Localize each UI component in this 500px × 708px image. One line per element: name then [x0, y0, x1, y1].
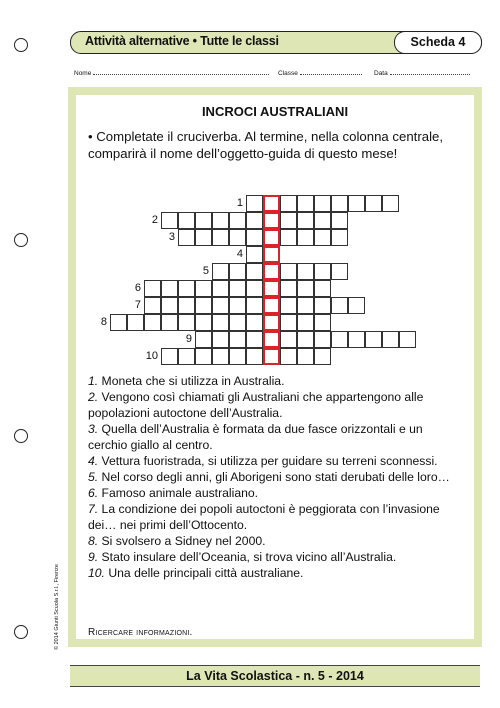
clue-number-label: 1: [236, 197, 243, 209]
crossword-cell[interactable]: [161, 348, 178, 365]
crossword-cell[interactable]: [246, 348, 263, 365]
crossword-cell[interactable]: [246, 246, 263, 263]
worksheet-tag: Scheda 4: [394, 31, 482, 54]
crossword-cell[interactable]: [331, 212, 348, 229]
crossword-cell[interactable]: [229, 348, 246, 365]
crossword-cell[interactable]: [229, 212, 246, 229]
copyright-notice: © 2014 Giunti Scuola S.r.l., Firenze: [54, 564, 60, 650]
clue-number: 10.: [88, 566, 105, 580]
clue-item: [88, 501, 464, 533]
clue-item: [88, 533, 464, 549]
crossword-cell[interactable]: [178, 229, 195, 246]
crossword-cell[interactable]: [314, 212, 331, 229]
binder-hole: [14, 429, 28, 443]
crossword-cell[interactable]: [331, 263, 348, 280]
crossword-cell[interactable]: [297, 348, 314, 365]
crossword-cell[interactable]: [229, 263, 246, 280]
clue-text: Stato insulare dell’Oceania, si trova vicino all’Australia.: [98, 550, 397, 564]
crossword-cell[interactable]: [212, 348, 229, 365]
exercise-title: INCROCI AUSTRALIANI: [201, 104, 349, 119]
crossword-cell[interactable]: [297, 297, 314, 314]
crossword-cell[interactable]: [246, 314, 263, 331]
clue-item: [88, 485, 464, 501]
crossword-cell[interactable]: [348, 195, 365, 212]
crossword-cell[interactable]: [314, 314, 331, 331]
crossword-cell[interactable]: [178, 348, 195, 365]
crossword-cell[interactable]: [314, 297, 331, 314]
crossword-cell[interactable]: [229, 331, 246, 348]
crossword-cell[interactable]: [161, 280, 178, 297]
clue-text: Famoso animale australiano.: [98, 486, 259, 500]
crossword-cell[interactable]: [297, 280, 314, 297]
crossword-cell[interactable]: [229, 297, 246, 314]
key-column-cell[interactable]: [263, 280, 280, 297]
crossword-cell[interactable]: [365, 331, 382, 348]
crossword-cell[interactable]: [314, 263, 331, 280]
crossword-cell[interactable]: [127, 314, 144, 331]
crossword-cell[interactable]: [144, 297, 161, 314]
crossword-cell[interactable]: [195, 297, 212, 314]
header-title: Attività alternative • Tutte le classi: [85, 34, 279, 48]
crossword-cell[interactable]: [280, 331, 297, 348]
key-column-cell[interactable]: [263, 348, 280, 365]
clue-text: La condizione dei popoli autoctoni è peggiorata con l’invasione dei… nei primi dell’Ottocento.: [88, 502, 440, 532]
crossword-cell[interactable]: [110, 314, 127, 331]
crossword-cell[interactable]: [314, 280, 331, 297]
clue-number: 5.: [88, 470, 99, 484]
crossword-cell[interactable]: [297, 263, 314, 280]
header-bar: [70, 31, 482, 54]
crossword-cell[interactable]: [195, 331, 212, 348]
crossword-cell[interactable]: [212, 297, 229, 314]
key-column-cell[interactable]: [263, 297, 280, 314]
crossword-cell[interactable]: [297, 314, 314, 331]
crossword-cell[interactable]: [280, 229, 297, 246]
clue-item: [88, 453, 464, 469]
crossword-cell[interactable]: [144, 314, 161, 331]
clue-item: [88, 389, 464, 421]
crossword-cell[interactable]: [195, 348, 212, 365]
clue-number-label: 6: [134, 282, 141, 294]
crossword-cell[interactable]: [280, 297, 297, 314]
key-column-cell[interactable]: [263, 331, 280, 348]
crossword-cell[interactable]: [178, 314, 195, 331]
crossword-cell[interactable]: [297, 331, 314, 348]
crossword-cell[interactable]: [195, 229, 212, 246]
clue-number: 2.: [88, 390, 99, 404]
research-note: Ricercare informazioni.: [88, 627, 193, 638]
crossword-cell[interactable]: [195, 212, 212, 229]
clue-number-label: 4: [236, 248, 243, 260]
date-field[interactable]: [374, 68, 470, 77]
crossword-cell[interactable]: [212, 280, 229, 297]
date-label: Data: [374, 70, 388, 77]
crossword-cell[interactable]: [246, 297, 263, 314]
key-column-cell[interactable]: [263, 229, 280, 246]
crossword-cell[interactable]: [297, 229, 314, 246]
crossword-cell[interactable]: [399, 331, 416, 348]
crossword-cell[interactable]: [348, 297, 365, 314]
clue-number-label: 2: [151, 214, 158, 226]
crossword-cell[interactable]: [331, 195, 348, 212]
clue-number-label: 10: [145, 350, 158, 362]
clue-item: [88, 469, 464, 485]
crossword-cell[interactable]: [382, 195, 399, 212]
crossword-cell[interactable]: [212, 263, 229, 280]
crossword-cell[interactable]: [280, 195, 297, 212]
crossword-cell[interactable]: [314, 229, 331, 246]
crossword-cell[interactable]: [246, 263, 263, 280]
crossword-cell[interactable]: [229, 314, 246, 331]
clue-number: 7.: [88, 502, 99, 516]
clue-item: [88, 549, 464, 565]
crossword-cell[interactable]: [229, 229, 246, 246]
clue-text: Vettura fuoristrada, si utilizza per guidare su terreni sconnessi.: [98, 454, 438, 468]
clue-item: [88, 373, 464, 389]
crossword-cell[interactable]: [331, 229, 348, 246]
crossword-cell[interactable]: [246, 195, 263, 212]
clue-number: 8.: [88, 534, 99, 548]
crossword-cell[interactable]: [280, 280, 297, 297]
clue-list: [88, 373, 464, 581]
exercise-instruction: • Completate il cruciverba. Al termine, nella colonna centrale, comparirà il nome dell’oggetto-guida di questo mese!: [88, 129, 443, 161]
clue-number-label: 8: [100, 316, 107, 328]
crossword-cell[interactable]: [365, 195, 382, 212]
crossword-cell[interactable]: [280, 314, 297, 331]
clue-text: Nel corso degli anni, gli Aborigeni sono stati derubati delle loro…: [98, 470, 450, 484]
clue-item: [88, 565, 464, 581]
clue-number-label: 9: [185, 333, 192, 345]
key-column-cell[interactable]: [263, 314, 280, 331]
crossword-cell[interactable]: [229, 280, 246, 297]
crossword-cell[interactable]: [297, 195, 314, 212]
crossword-cell[interactable]: [178, 212, 195, 229]
crossword-cell[interactable]: [331, 331, 348, 348]
crossword-cell[interactable]: [348, 331, 365, 348]
crossword-cell[interactable]: [314, 195, 331, 212]
crossword-cell[interactable]: [212, 212, 229, 229]
crossword-cell[interactable]: [246, 280, 263, 297]
crossword-cell[interactable]: [195, 280, 212, 297]
crossword-cell[interactable]: [178, 297, 195, 314]
clue-number: 4.: [88, 454, 99, 468]
clue-number: 6.: [88, 486, 99, 500]
crossword-grid: [76, 95, 474, 385]
crossword-cell[interactable]: [331, 297, 348, 314]
crossword-cell[interactable]: [246, 229, 263, 246]
crossword-cell[interactable]: [212, 314, 229, 331]
crossword-cell[interactable]: [280, 212, 297, 229]
crossword-cell[interactable]: [280, 348, 297, 365]
class-label: Classe: [278, 70, 298, 77]
key-column-cell[interactable]: [263, 263, 280, 280]
clue-item: [88, 421, 464, 453]
crossword-cell[interactable]: [280, 263, 297, 280]
crossword-cell[interactable]: [212, 331, 229, 348]
key-column-cell[interactable]: [263, 195, 280, 212]
key-column-cell[interactable]: [263, 212, 280, 229]
crossword-cell[interactable]: [195, 314, 212, 331]
clue-number: 3.: [88, 422, 99, 436]
student-fields: [74, 68, 474, 80]
clue-text: Quella dell’Australia è formata da due fasce orizzontali e un cerchio giallo al centro.: [88, 422, 423, 452]
clue-number-label: 3: [168, 231, 175, 243]
crossword-cell[interactable]: [212, 229, 229, 246]
crossword-cell[interactable]: [314, 348, 331, 365]
crossword-cell[interactable]: [144, 280, 161, 297]
crossword-cell[interactable]: [382, 331, 399, 348]
name-label: Nome: [74, 70, 92, 77]
crossword-cell[interactable]: [246, 212, 263, 229]
crossword-cell[interactable]: [161, 314, 178, 331]
crossword-cell[interactable]: [161, 297, 178, 314]
crossword-cell[interactable]: [297, 212, 314, 229]
crossword-cell[interactable]: [161, 212, 178, 229]
clue-number-label: 7: [134, 299, 141, 311]
clue-number-label: 5: [202, 265, 209, 277]
crossword-cell[interactable]: [314, 331, 331, 348]
binder-hole: [14, 38, 28, 52]
footer-bar: La Vita Scolastica - n. 5 - 2014: [70, 665, 480, 687]
binder-hole: [14, 625, 28, 639]
crossword-cell[interactable]: [178, 280, 195, 297]
clue-text: Vengono così chiamati gli Australiani che appartengono alle popolazioni autoctone dell’Australia.: [88, 390, 424, 420]
clue-number: 1.: [88, 374, 99, 388]
key-column-cell[interactable]: [263, 246, 280, 263]
binder-hole: [14, 233, 28, 247]
clue-text: Moneta che si utilizza in Australia.: [98, 374, 285, 388]
exercise-card: [68, 87, 482, 647]
clue-text: Si svolsero a Sidney nel 2000.: [98, 534, 266, 548]
crossword-cell[interactable]: [246, 331, 263, 348]
clue-number: 9.: [88, 550, 99, 564]
class-field[interactable]: [278, 68, 362, 77]
clue-text: Una delle principali città australiane.: [104, 566, 304, 580]
name-field[interactable]: [74, 68, 269, 77]
